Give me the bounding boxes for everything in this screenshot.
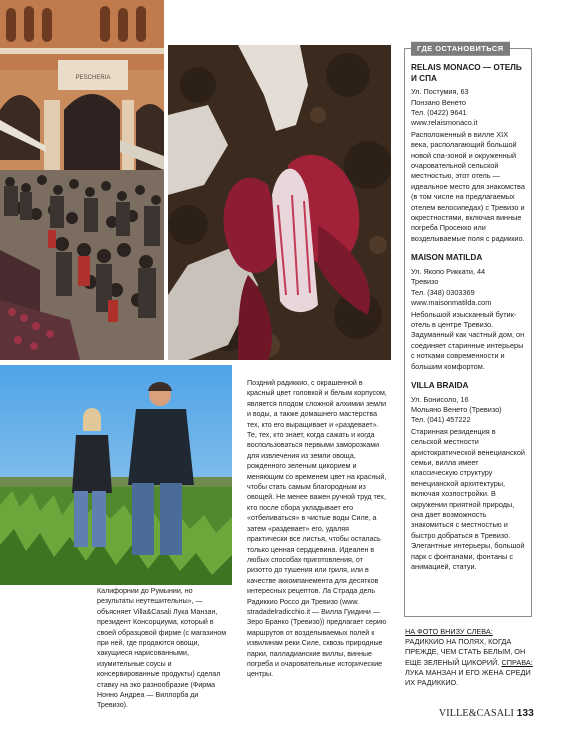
building-sign-text: PESCHERIA (75, 75, 111, 81)
photo-caption (405, 627, 533, 688)
where-to-stay-tag: ГДЕ ОСТАНОВИТЬСЯ (411, 42, 510, 56)
hotel-entry-villa-braida (411, 381, 525, 573)
article-column-middle (247, 378, 389, 680)
hotel-city: Понзано Венето (411, 97, 466, 107)
photo-couple-in-field (0, 365, 232, 585)
article-column-middle-text: Поздний радиккио, с окрашенной в красный цвет головкой и белым корпусом, является плодом сложной алхимии земли и воды, а также домашнего мастерства тех, кто его выращивает и «раздевает». Те, тех, кто знает, когда сажать и когда воспользоваться первыми заморозками для извлечения из земли овоща, рожденного зеленым цикорием и меняющим со временем цвет на красный, чтобы стать самым благородным из овощей. Не менее важен ручной труд тех, кто после сбора укладывает его «отбеливаться» в чистые воды Силе, а затем «раздевает» его, удаляя практически все листья, чтобы осталась только ценная сердцевина. Идеален в любых способах приготовления, от ризотто до тушения или гриля, или в качестве аккомпанемента для десятков интересных рецептов. Ла Страда дель Радиккио Россо ди Тревизо (www. stradadelradicchio.it — Вилла Гуидини — Зеро Бранко (Тревизо)) предлагает серию маршрутов от возделываемых полей к извилинам реки Силе, сквозь природные парки, палладианские виллы, винные погреба и очаровательные исторические центры. (247, 379, 387, 679)
photo-radicchio-harvest (168, 45, 391, 360)
article-column-left (97, 586, 231, 711)
hotel-name: RELAIS MONACO — ОТЕЛЬ И СПА (411, 63, 522, 83)
caption-label-left: НА ФОТО ВНИЗУ СЛЕВА: (405, 627, 493, 636)
hotel-address: Ул. Якопо Риккати, 44 (411, 266, 486, 276)
page-folio (439, 708, 534, 719)
caption-text-right: ЛУКА МАНЗАН И ЕГО ЖЕНА СРЕДИ ИХ РАДИККИО. (405, 667, 531, 688)
hotel-phone: Тел. (041) 457222 (411, 415, 471, 425)
hotel-city: Тревизо (411, 277, 439, 287)
hotel-phone: Тел. (0422) 9641 (411, 108, 467, 117)
article-column-left-text: Калифорнии до Румынии, но результаты неутешительны», — объясняет Villa&Casali Лука Манзан, президент Консорциума, который в своей образцовой фирме (с магазином при ней, где продаются овощи, хакущиеся нарисованными, изумительные соусы и консервированные продукты) сделал ставку на эко разнообразие (Фирма Нонно Андреа — Виллорба ди Тревизо). (97, 587, 227, 710)
hotel-description: Небольшой изысканный бутик-отель в центре Тревизо. Задуманный как частный дом, он соединяет старинные интерьеры с нотками современности и большим комфортом. (411, 309, 525, 371)
hotel-name: MAISON MATILDA (411, 253, 483, 263)
where-to-stay-box (404, 43, 532, 617)
hotel-address: Ул. Постумия, 63 (411, 87, 469, 97)
hotel-entry-maison-matilda (411, 253, 525, 372)
hotel-entry-relais-monaco (411, 63, 525, 244)
magazine-brand: VILLE&CASALI (438, 708, 514, 719)
hotel-website-link[interactable]: www.maisonmatilda.com (411, 298, 492, 308)
hotel-city: Мольяно Венето (Тревизо) (411, 404, 502, 414)
caption-text-left: РАДИККИО НА ПОЛЯХ, КОГДА ПРЕЖДЕ, ЧЕМ СТАТЬ БЕЛЫМ, ОН ЕЩЕ ЗЕЛЕНЫЙ ЦИКОРИЙ. (405, 637, 526, 667)
hotel-name: VILLA BRAIDA (411, 380, 469, 390)
hotel-address: Ул. Бонисоло, 16 (411, 394, 469, 404)
hotel-website-link[interactable]: www.relaismonaco.it (411, 118, 478, 128)
page-number: 133 (516, 708, 534, 719)
hotel-description: Расположенный в вилле XIX века, располагающий большой новой спа-зоной и окруженный очаровательной сельской местностью, этот отель — идеальное место для знакомства (в том числе на предлагаемых отелем велосипедах) с Тревизо и окрестностями, включая винные погреба Просекко или возделываемые поля с радиккио. (411, 129, 525, 243)
photo-market-square (0, 0, 164, 360)
hotel-description: Старинная резиденция в сельской местности аристократической венецианской семьи, вилла имеет классическую структуру венецианской архитектуры, включая хозпостройки. В окружении приятной природы, она дает возможность знакомиться с местностью и быстро добраться в Тревизо. Элегантные интерьеры, большой парк с фонтанами, фонтаны с анимацией, статуи. (411, 426, 526, 572)
caption-label-right: СПРАВА: (501, 657, 533, 667)
hotel-phone: Тел. (348) 0303369 (411, 287, 475, 297)
